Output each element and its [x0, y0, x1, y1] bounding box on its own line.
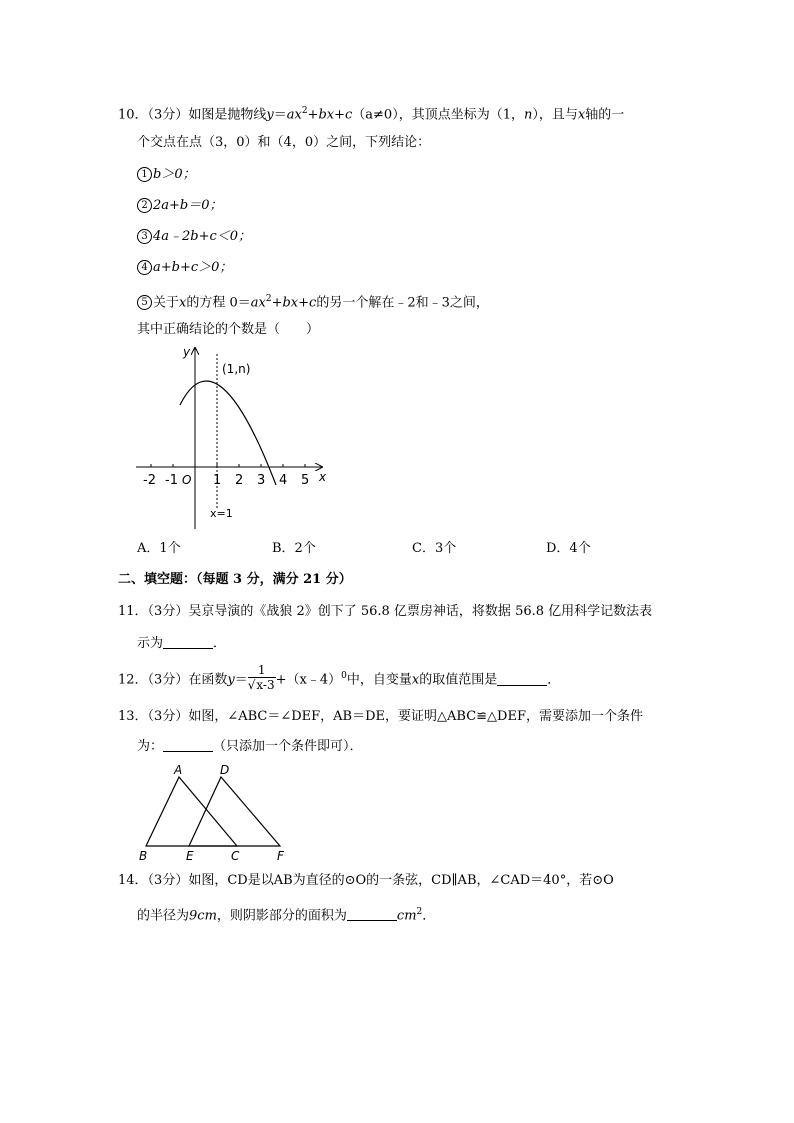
- q13-number: 13．: [118, 709, 148, 724]
- q10-statement-1: [137, 166, 196, 184]
- option-a[interactable]: A．1个: [137, 541, 181, 556]
- q10-statement-4: [137, 259, 232, 277]
- tick-label: 1: [213, 473, 222, 488]
- q10-s3-text: 4a﹣2b+c＜0；: [153, 229, 252, 244]
- answer-blank[interactable]: [347, 908, 397, 921]
- q10-text-d: 轴的一: [585, 107, 625, 123]
- q10-s5-ax: ax: [250, 295, 266, 311]
- q10-eq-mid: ＝: [273, 107, 287, 123]
- q10-statement-3: [137, 228, 251, 246]
- q10-number: 10．: [118, 107, 148, 123]
- q12-text-d: 的取值范围是: [419, 672, 498, 688]
- q10-s5-a: 关于: [153, 295, 180, 311]
- tick-label: 5: [301, 473, 310, 488]
- tick-label: -1: [165, 473, 178, 488]
- q12-eq: ＝: [234, 672, 248, 688]
- q12-text-c: 中，自变量: [346, 672, 412, 688]
- q10-s4-text: a+b+c＞0；: [153, 260, 233, 275]
- q10-x: x: [577, 107, 586, 123]
- answer-blank[interactable]: [163, 739, 213, 752]
- q12-number: 12．: [118, 672, 148, 688]
- point-label: D: [220, 763, 230, 777]
- answer-blank[interactable]: [497, 673, 547, 686]
- q14-line2-b: ，则阴影部分的面积为: [216, 908, 347, 924]
- q13-line2: [137, 738, 363, 756]
- q14-end: ．: [422, 908, 436, 924]
- q10-s5-sup: 2: [265, 294, 272, 304]
- q10-s2-text: 2a+b＝0；: [153, 198, 223, 213]
- parabola-curve: [180, 381, 276, 485]
- q13-line2-a: 为：: [137, 739, 164, 754]
- graph-vertex-label: (1,n): [222, 362, 251, 376]
- fraction-numerator: 1: [248, 664, 276, 678]
- q12-sup: 0: [341, 671, 347, 682]
- circled-number-icon: 3: [137, 229, 152, 244]
- q10-s5-x: x: [179, 295, 187, 311]
- section-title: 二、填空题：（每题 3 分，满分 21 分）: [118, 572, 352, 587]
- q10-score: （3分）: [147, 107, 189, 123]
- graph-axis-label: x=1: [210, 507, 233, 520]
- q14-text: （3分）如图，CD是以AB为直径的⊙O的一条弦，CD∥AB，∠CAD＝40°，若⊙O: [147, 873, 614, 888]
- q10-statement-2: [137, 197, 223, 215]
- q10-n: n: [523, 107, 533, 123]
- q13-line1: [118, 708, 643, 726]
- q11-text: （3分）吴京导演的《战狼 2》创下了 56.8 亿票房神话，将数据 56.8 亿用科学记数法表: [147, 604, 653, 619]
- point-label: C: [231, 849, 240, 863]
- fraction-denominator: √x-3: [247, 678, 275, 692]
- graph-origin-label: O: [182, 473, 192, 487]
- option-b[interactable]: B．2个: [272, 541, 316, 556]
- q11-end: ．: [213, 636, 227, 651]
- fraction: [248, 664, 276, 692]
- q10-s5-c: +bx+c: [271, 295, 317, 311]
- point-label: F: [277, 849, 284, 863]
- q10-eq-y: y: [266, 107, 274, 123]
- q12-text-b: +（x﹣4）: [275, 672, 342, 688]
- q10-eq-ax: ax: [286, 107, 302, 123]
- q10-line1: [118, 102, 624, 124]
- tick-label: 3: [257, 473, 266, 488]
- point-label: E: [186, 849, 194, 863]
- option-c[interactable]: C．3个: [412, 541, 457, 556]
- q13-line2-b: （只添加一个条件即可）．: [213, 739, 363, 754]
- q10-text-b: ，其顶点坐标为（1，: [398, 107, 524, 123]
- circled-number-icon: 4: [137, 260, 152, 275]
- q10-s5-d: 的另一个解在﹣2和﹣3之间，: [316, 295, 489, 311]
- circled-number-icon: 5: [137, 295, 152, 310]
- q11-line2-text: 示为: [137, 636, 164, 651]
- tick-label: 2: [235, 473, 244, 488]
- q10-cond: （a≠0）: [352, 107, 399, 123]
- sqrt-radicand: x-3: [256, 678, 275, 692]
- option-d[interactable]: D．4个: [546, 541, 591, 556]
- q14-radius: 9cm: [189, 908, 217, 924]
- q11-number: 11．: [118, 604, 148, 619]
- tick-label: 4: [279, 473, 288, 488]
- q12-x: x: [411, 672, 420, 688]
- answer-blank[interactable]: [163, 636, 213, 649]
- q10-text-c: ），且与: [532, 107, 578, 123]
- q12-y: y: [227, 672, 235, 688]
- q14-unit: cm: [396, 908, 417, 924]
- graph-x-label: x: [319, 470, 327, 484]
- q14-number: 14．: [118, 873, 148, 888]
- q14-line1: [118, 872, 614, 890]
- triangles-figure: [134, 762, 294, 864]
- q10-question-end: 其中正确结论的个数是（ ）: [137, 322, 320, 337]
- q11-line2: [137, 635, 226, 653]
- q14-unit-sup: 2: [416, 907, 423, 917]
- graph-y-label: y: [183, 345, 191, 359]
- q10-eq-rest: +bx+c: [307, 107, 353, 123]
- q10-eq-sup: 2: [301, 106, 308, 116]
- q12-line: [118, 663, 561, 694]
- triangle-def: [189, 777, 280, 846]
- circled-number-icon: 1: [137, 167, 152, 182]
- q13-text: （3分）如图，∠ABC＝∠DEF，AB＝DE，要证明△ABC≌△DEF，需要添加一个条件: [147, 709, 643, 724]
- q12-text-a: （3分）在函数: [147, 672, 228, 688]
- tick-label: -2: [143, 473, 156, 488]
- q10-s5-b: 的方程 0＝: [186, 295, 251, 311]
- point-label: B: [139, 849, 148, 863]
- q10-text-a: 如图是抛物线: [188, 107, 267, 123]
- q14-line2-a: 的半径为: [137, 908, 190, 924]
- triangle-abc: [146, 777, 237, 846]
- q10-line2: 个交点在点（3，0）和（4，0）之间，下列结论：: [137, 135, 431, 150]
- parabola-graph: [130, 340, 340, 535]
- q12-end: ．: [547, 672, 561, 688]
- q10-statement-5: [137, 290, 489, 312]
- circled-number-icon: 2: [137, 198, 152, 213]
- q14-line2: [137, 903, 435, 925]
- point-label: A: [174, 763, 183, 777]
- q11-line1: [118, 603, 652, 621]
- q10-s1-text: b＞0；: [153, 167, 196, 182]
